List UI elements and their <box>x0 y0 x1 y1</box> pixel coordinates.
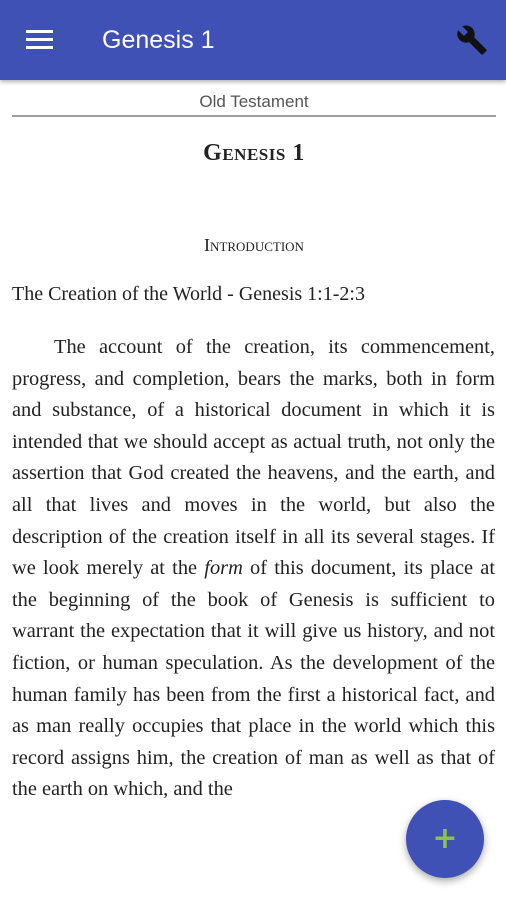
wrench-icon <box>456 24 488 56</box>
page-title: Genesis 1 <box>102 26 215 54</box>
section-header: Old Testament <box>199 92 309 111</box>
passage-subtitle: The Creation of the World - Genesis 1:1-2:3 <box>12 283 365 305</box>
paragraph-text-start: The account of the creation, its commencement, progress, and completion, bears the marks, both in form and substance, of a historical document in which it is intended that we should accept as actual truth, not only the assertion that God created the heavens, and the earth, and all that lives and moves in the world, but also the description of the creation itself in all its several stages. If we look merely at the <box>12 336 495 580</box>
chapter-content[interactable] <box>0 80 506 900</box>
hamburger-menu-icon <box>26 30 54 50</box>
paragraph-text-end: of this document, its place at the beginning of the book of Genesis is sufficient to warrant the expectation that it will give us history, and not fiction, or human speculation. As the development of the human family has been from the first a historical fact, and as man really occupies that place in the world which this record assigns him, the creation of man as well as that of the earth on which, and the <box>12 557 495 801</box>
section-divider <box>12 115 496 117</box>
add-note-button[interactable] <box>406 800 484 878</box>
commentary-paragraph <box>12 332 495 806</box>
introduction-heading: Introduction <box>204 235 304 255</box>
plus-icon: + <box>432 821 458 856</box>
app-bar <box>0 0 506 80</box>
chapter-title: Genesis 1 <box>203 140 305 166</box>
settings-button[interactable] <box>452 22 492 58</box>
menu-button[interactable] <box>16 22 64 58</box>
emphasis-text: form <box>204 557 243 580</box>
